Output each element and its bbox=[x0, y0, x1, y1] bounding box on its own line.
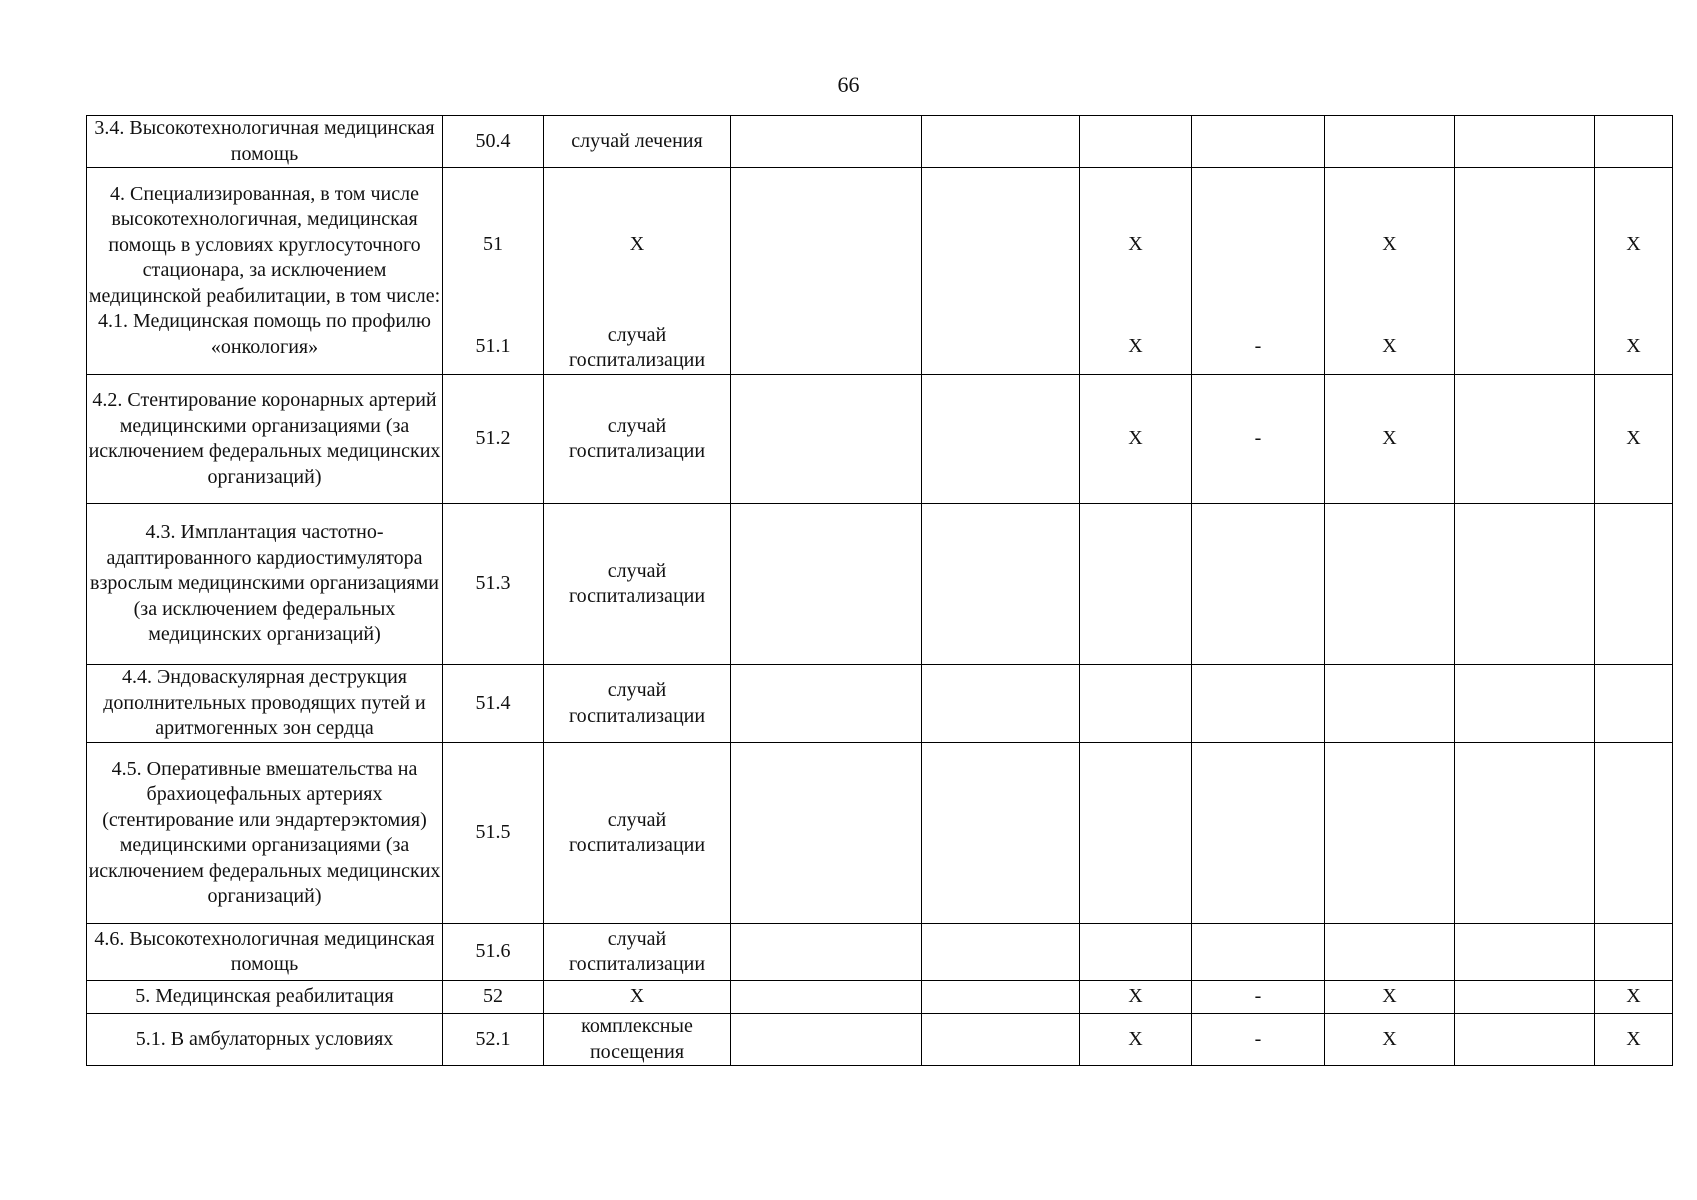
row-cell-part bbox=[731, 169, 921, 321]
row-cell: X bbox=[1325, 981, 1455, 1014]
row-code: 52.1 bbox=[443, 1014, 544, 1066]
row-cell-part: - bbox=[1254, 335, 1262, 358]
row-unit: случай госпитализации bbox=[544, 665, 731, 743]
row-code: 51.3 bbox=[443, 504, 544, 665]
row-cell bbox=[1455, 168, 1595, 375]
row-cell bbox=[1080, 924, 1192, 981]
row-cell bbox=[922, 504, 1080, 665]
row-unit: случай госпитализации bbox=[544, 743, 731, 924]
row-cell bbox=[1595, 743, 1673, 924]
row-cell bbox=[731, 168, 922, 375]
row-cell bbox=[1595, 665, 1673, 743]
row-cell bbox=[1192, 116, 1325, 168]
row-cell bbox=[1192, 743, 1325, 924]
row-cell bbox=[922, 168, 1080, 375]
table-row bbox=[87, 924, 1673, 981]
row-cell bbox=[922, 924, 1080, 981]
row-cell: - bbox=[1192, 375, 1325, 504]
row-description: 3.4. Высокотехнологичная медицинская помощь bbox=[87, 116, 443, 168]
row-description: 5. Медицинская реабилитация bbox=[87, 981, 443, 1014]
row-description: 4.3. Имплантация частотно-адаптированного кардиостимулятора взрослым медицинскими организациями (за исключением федеральных медицинских организаций) bbox=[87, 504, 443, 665]
row-unit: комплексные посещения bbox=[544, 1014, 731, 1066]
row-cell bbox=[1080, 504, 1192, 665]
row-cell bbox=[922, 375, 1080, 504]
row-cell bbox=[731, 1014, 922, 1066]
row-cell bbox=[731, 504, 922, 665]
row-code-part: 51.1 bbox=[475, 335, 511, 358]
row-cell bbox=[1455, 1014, 1595, 1066]
row-unit: случай госпитализации bbox=[544, 924, 731, 981]
row-cell bbox=[1455, 665, 1595, 743]
row-cell: X bbox=[1325, 375, 1455, 504]
row-cell bbox=[1455, 981, 1595, 1014]
row-cell bbox=[731, 116, 922, 168]
row-cell bbox=[1325, 168, 1455, 375]
row-cell-part bbox=[922, 169, 1079, 321]
row-code: 52 bbox=[443, 981, 544, 1014]
row-cell bbox=[1080, 168, 1192, 375]
row-unit-part: случай госпитализации bbox=[568, 323, 706, 371]
row-cell bbox=[922, 665, 1080, 743]
row-code: 51.2 bbox=[443, 375, 544, 504]
row-description: 5.1. В амбулаторных условиях bbox=[87, 1014, 443, 1066]
row-cell bbox=[922, 116, 1080, 168]
row-cell bbox=[1595, 924, 1673, 981]
row-code: 51.6 bbox=[443, 924, 544, 981]
table-row bbox=[87, 116, 1673, 168]
row-cell bbox=[1325, 504, 1455, 665]
row-code: 51.4 bbox=[443, 665, 544, 743]
row-cell bbox=[1595, 168, 1673, 375]
table-row bbox=[87, 981, 1673, 1014]
row-cell bbox=[1080, 665, 1192, 743]
row-cell-part: X bbox=[1626, 232, 1641, 255]
row-description-part: 4.1. Медицинская помощь по профилю «онкология» bbox=[98, 310, 431, 358]
page-number: 66 bbox=[837, 72, 860, 97]
table-row bbox=[87, 375, 1673, 504]
row-cell bbox=[731, 981, 922, 1014]
data-table bbox=[86, 115, 1673, 1066]
row-unit-part: X bbox=[629, 232, 645, 255]
row-code: 50.4 bbox=[443, 116, 544, 168]
row-cell bbox=[1455, 504, 1595, 665]
row-cell bbox=[1325, 924, 1455, 981]
row-cell bbox=[1080, 116, 1192, 168]
row-cell bbox=[922, 981, 1080, 1014]
row-cell bbox=[731, 375, 922, 504]
row-cell-part: X bbox=[1382, 232, 1397, 255]
row-unit: случай лечения bbox=[544, 116, 731, 168]
row-cell bbox=[1455, 743, 1595, 924]
row-cell bbox=[1455, 924, 1595, 981]
row-cell bbox=[731, 743, 922, 924]
row-cell bbox=[1325, 116, 1455, 168]
row-unit: случай госпитализации bbox=[544, 375, 731, 504]
row-cell: X bbox=[1595, 1014, 1673, 1066]
row-cell: X bbox=[1595, 375, 1673, 504]
row-cell bbox=[1192, 168, 1325, 375]
row-cell-part bbox=[1455, 321, 1594, 374]
row-cell bbox=[1325, 665, 1455, 743]
row-unit: X bbox=[544, 981, 731, 1014]
row-cell bbox=[731, 665, 922, 743]
row-cell bbox=[1192, 924, 1325, 981]
row-description: 4.4. Эндоваскулярная деструкция дополнительных проводящих путей и аритмогенных зон сердца bbox=[87, 665, 443, 743]
row-code bbox=[443, 168, 544, 375]
row-cell bbox=[1595, 116, 1673, 168]
row-description: 4.5. Оперативные вмешательства на брахиоцефальных артериях (стентирование или эндартерэктомия) медицинскими организациями (за исключением федеральных медицинских организаций) bbox=[87, 743, 443, 924]
row-cell bbox=[1455, 375, 1595, 504]
row-unit bbox=[544, 168, 731, 375]
row-cell-part: X bbox=[1128, 335, 1143, 358]
table-row-merged bbox=[87, 168, 1673, 375]
row-cell-part bbox=[731, 321, 921, 374]
row-cell-part: X bbox=[1382, 335, 1397, 358]
row-cell bbox=[731, 924, 922, 981]
row-cell-part bbox=[1192, 169, 1324, 321]
row-cell bbox=[922, 1014, 1080, 1066]
row-cell bbox=[922, 743, 1080, 924]
table-row bbox=[87, 743, 1673, 924]
row-cell-part bbox=[1455, 169, 1594, 321]
row-cell: X bbox=[1080, 981, 1192, 1014]
row-cell bbox=[1595, 504, 1673, 665]
row-description: 4.2. Стентирование коронарных артерий медицинскими организациями (за исключением федеральных медицинских организаций) bbox=[87, 375, 443, 504]
row-cell bbox=[1455, 116, 1595, 168]
row-cell bbox=[1325, 743, 1455, 924]
row-cell: X bbox=[1080, 375, 1192, 504]
row-cell bbox=[1080, 743, 1192, 924]
row-cell: - bbox=[1192, 981, 1325, 1014]
row-description: 4.6. Высокотехнологичная медицинская помощь bbox=[87, 924, 443, 981]
row-unit: случай госпитализации bbox=[544, 504, 731, 665]
table-row bbox=[87, 665, 1673, 743]
row-description bbox=[87, 168, 443, 375]
row-code: 51.5 bbox=[443, 743, 544, 924]
row-cell-part: X bbox=[1626, 335, 1641, 358]
row-cell: X bbox=[1595, 981, 1673, 1014]
row-cell: - bbox=[1192, 1014, 1325, 1066]
table-row bbox=[87, 504, 1673, 665]
row-cell bbox=[1192, 504, 1325, 665]
row-cell-part bbox=[922, 321, 1079, 374]
row-description-part: 4. Специализированная, в том числе высокотехнологичная, медицинская помощь в условиях круглосуточного стационара, за исключением медицинской реабилитации, в том числе: bbox=[88, 182, 441, 307]
row-cell: X bbox=[1325, 1014, 1455, 1066]
row-cell-part: X bbox=[1128, 232, 1143, 255]
table-row bbox=[87, 1014, 1673, 1066]
row-cell bbox=[1192, 665, 1325, 743]
row-cell: X bbox=[1080, 1014, 1192, 1066]
row-code-part: 51 bbox=[483, 232, 503, 255]
